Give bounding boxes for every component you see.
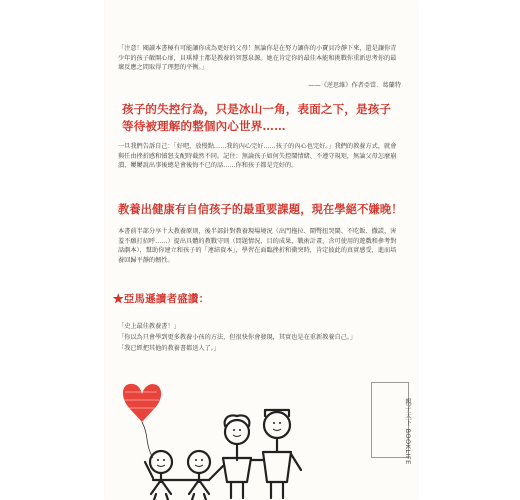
review-2: 「你以為只會學到更多教養小孩的方法，但很快你會發現，其實也是在重新教養自己。」 [118, 334, 357, 342]
section1-headline: 孩子的失控行為，只是冰山一角，表面之下，是孩子等待被理解的整個內心世界…… [122, 102, 392, 133]
section1-body: 一旦我們告訴自己：「好吧，放慢點……我的內心完好……孩子的內心也完好。」我們的教養方式，就會與任由挫折感和憤怒支配時截然不同。記住：無論孩子如何失控鬧情緒、不遵守規矩，無論父母怎麼崩潰、屢屢說出事後總是會後悔不已的話……你和孩子都是完好的。 [118, 143, 397, 170]
quote-attribution: ——《逆思維》作者亞當．葛蘭特 [308, 82, 401, 89]
section2-body: 本書前半部分享十大教養原則，後半部針對教養現場境況（出門拖拉、鬧彆扭哭鬧、不吃飯、撒謊、害羞不願打招呼……）提出具體的教戰守則（問題情況、目的成果、戰術計畫，含可使用的遊戲和參考對話劇本），幫助你建立和孩子的「連結資本」，學習在面臨挫折和衝突時，肯定彼此的真實感受，進而培養回歸平靜的韌性。 [118, 228, 397, 264]
section2-headline: 教養出健康有自信孩子的最重要課題，現在學絕不嫌晚！ [118, 202, 403, 216]
reader-praise-heading: ★亞馬遜讀者盛讚： [113, 293, 210, 305]
endorsement-quote: 「注意！閱讀本書極有可能讓你成為更好的父母！無論你是在努力讓你的小寶貝冷靜下來，還是讓你青少年的孩子敞開心扉，貝琪博士都是教養的智慧泉源。她在肯定你的最佳本能和挑戰你重新思考你的最壞反應之間取得了理想的平衡。」 [118, 45, 397, 72]
heart-balloon-icon [123, 384, 161, 458]
publisher-logo: 親子天下 BOOKLIFE [404, 398, 412, 465]
review-3: 「我已經把其他的教養書都送人了。」 [118, 345, 221, 353]
family-illustration [109, 370, 359, 500]
reader-reviews [118, 321, 402, 355]
review-1: 「史上最佳教養書！」 [118, 323, 180, 330]
back-cover [105, 0, 417, 500]
